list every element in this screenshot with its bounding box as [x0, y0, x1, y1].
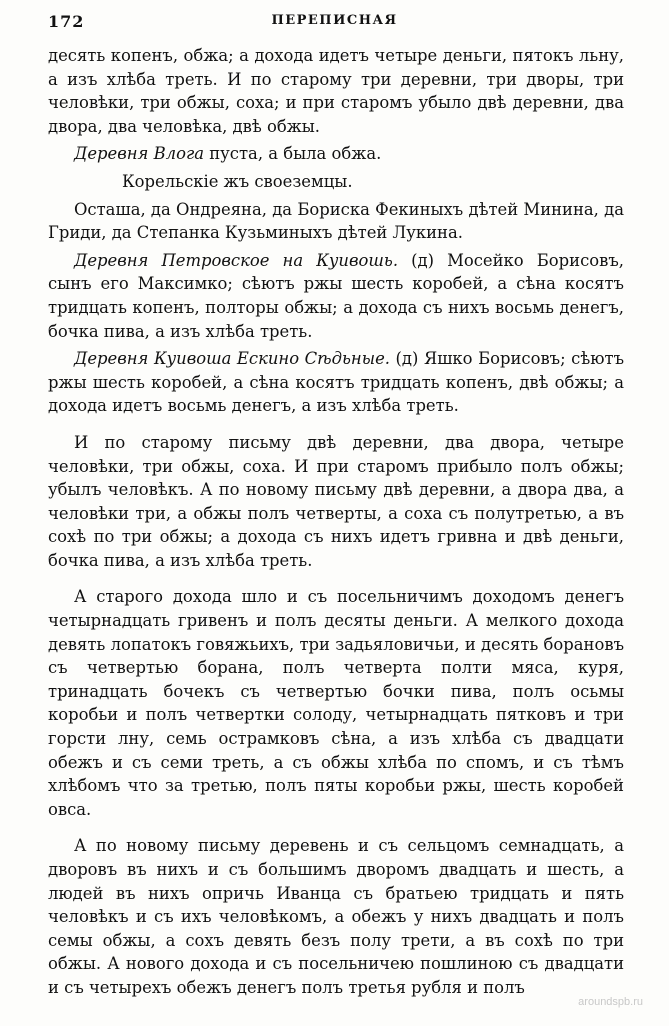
paragraph-new-census: А по новому письму деревень и съ сельцомъ семнадцать, а дворовъ въ нихъ и съ большимъ дворомъ двадцать и шесть, а людей въ нихъ опричь Иванца съ братьею тридцать и пять человѣкъ и съ ихъ человѣкомъ, а обежъ у нихъ двадцать и полъ семы обжы, а сохъ девять безъ полу трети, а въ сохѣ по три обжы. А нового дохода и съ посельничею пошлиною съ двадцати и съ четырехъ обежъ денегъ полъ третья рубля и полъ: [48, 836, 624, 997]
paragraph-petrovskoe: [48, 249, 624, 343]
paragraph-petrovskoe-text: (д) Мосейко Борисовъ, сынъ его Максимко; сѣютъ ржы шесть коробей, а сѣна косятъ тридцать копенъ, полторы обжы; а дохода съ нихъ восьмь денегъ, бочка пива, а изъ хлѣба треть.: [48, 250, 624, 341]
paragraph-names: Осташа, да Ондреяна, да Бориска Фекиныхъ дѣтей Минина, да Гриди, да Степанка Кузьминыхъ дѣтей Лукина.: [48, 199, 624, 243]
page-body: [48, 44, 624, 1000]
page-number: 172: [48, 12, 85, 31]
paragraph-kuivosha-text: (д) Яшко Борисовъ; сѣютъ ржы шесть коробей, а сѣна косятъ тридцать копенъ, двѣ обжы; а дохода идетъ восьмь денегъ, а изъ хлѣба треть.: [48, 349, 624, 416]
paragraph-2: [48, 142, 624, 166]
paragraph-old-income: А старого дохода шло и съ посельничимъ доходомъ денегъ четырнадцать гривенъ и полъ десяты деньги. А мелкого дохода девять лопатокъ говяжьихъ, три задьяловичьи, и десять борановъ съ четвертью борана, полъ четверта полти мяса, куря, тринадцать бочекъ съ четвертью бочки пива, полъ осьмы коробьи и полъ четвертки солоду, четырнадцать пятковъ и три горсти лну, семь острамковъ сѣна, а изъ хлѣба съ двадцати обежъ и съ семи треть, а съ обжы хлѣба по спомъ, и съ тѣмъ хлѣбомъ что за третью, полъ пяты коробьи ржы, шесть коробей овса.: [48, 587, 624, 819]
village-name-kuivosha: Деревня Куивоша Ескино Сѣдьные.: [74, 349, 390, 369]
village-name-vloga: Деревня Влога: [74, 144, 205, 164]
paragraph-old-census: И по старому письму двѣ деревни, два двора, четыре человѣки, три обжы, соха. И при старомъ прибыло полъ обжы; убылъ человѣкъ. А по новому письму двѣ деревни, а двора два, а человѣки три, а обжы полъ четверты, а соха съ полутретью, а въ сохѣ по три обжы; а дохода съ нихъ идетъ гривна и двѣ деньги, бочка пива, а изъ хлѣба треть.: [48, 432, 624, 570]
village-name-petrovskoe: Деревня Петровское на Куивошь.: [74, 250, 399, 270]
paragraph-1: десять копенъ, обжа; а дохода идетъ четыре деньги, пятокъ льну, а изъ хлѣба треть. И по старому три деревни, три дворы, три человѣки, три обжы, соха; и при старомъ убыло двѣ деревни, два двора, два человѣка, двѣ обжы.: [48, 46, 624, 136]
paragraph-2-text: пуста, а была обжа.: [204, 144, 382, 164]
section-heading-korelskie: Корельскіе жъ своеземцы.: [122, 171, 353, 191]
running-title: ПЕРЕПИСНАЯ: [271, 13, 398, 28]
watermark: aroundspb.ru: [578, 996, 643, 1008]
page-header: [32, 12, 637, 38]
paragraph-kuivosha: [48, 347, 624, 418]
